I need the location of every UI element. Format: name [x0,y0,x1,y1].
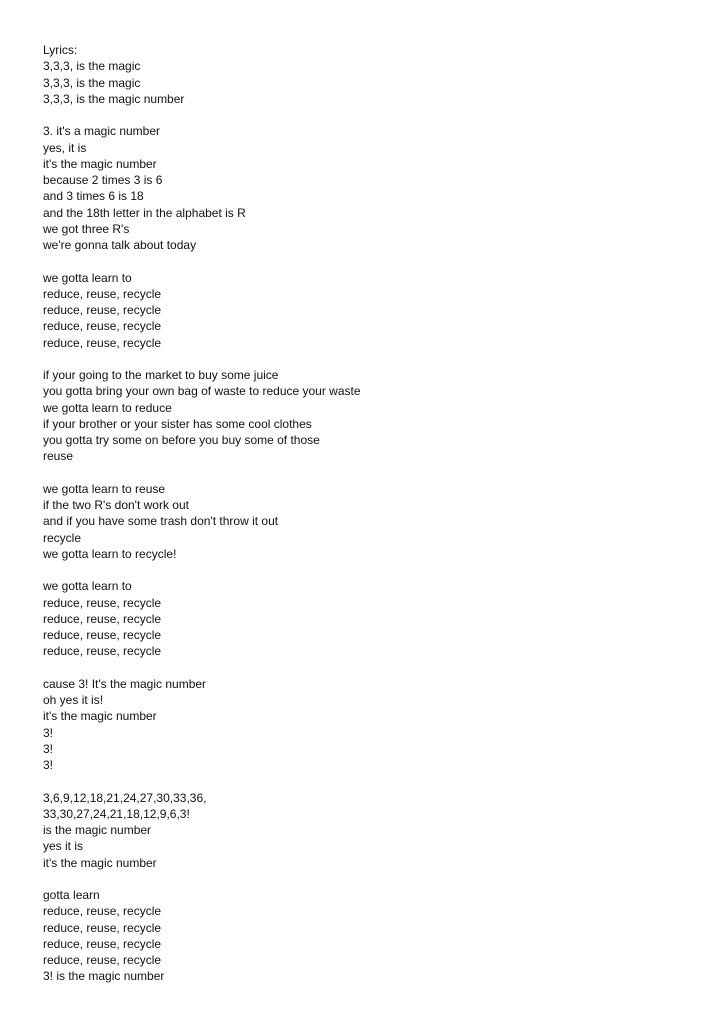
text-line: and 3 times 6 is 18 [43,189,144,204]
text-line: and if you have some trash don't throw it out [43,514,279,529]
stanza-gap [43,351,703,367]
text-line: 3! [43,758,54,772]
text-line: we gotta learn to [43,579,132,594]
text-line: it's the magic number [43,855,157,870]
text-line: and the 18th letter in the alphabet is R [43,205,246,220]
text-line: we're gonna talk about today [43,238,197,252]
text-line: we gotta learn to [43,270,132,285]
text-line: oh yes it is! [43,693,104,707]
text-line: if your brother or your sister has some cool clothes [43,416,312,431]
text-line: 33,30,27,24,21,18,12,9,6,3! [43,806,190,821]
text-line: 3. it's a magic number [43,124,161,139]
text-line: yes it is [43,839,84,854]
text-line: we got three R's [43,221,130,236]
text-line: yes, it is [43,140,87,155]
text-line: reduce, reuse, recycle [43,628,162,642]
text-line: 3,3,3, is the magic [43,75,141,90]
text-line: reduce, reuse, recycle [43,953,162,967]
text-line: 3! [43,741,54,756]
text-line: 3! [43,725,54,740]
text-line: reduce, reuse, recycle [43,936,162,951]
text-line: recycle [43,530,82,545]
text-line: reduce, reuse, recycle [43,319,162,334]
text-line: reduce, reuse, recycle [43,595,162,610]
text-line: reduce, reuse, recycle [43,644,162,659]
text-line: because 2 times 3 is 6 [43,173,163,187]
stanza-gap [43,107,703,123]
text-line: 3,6,9,12,18,21,24,27,30,33,36, [43,790,207,805]
stanza-gap [43,253,703,269]
stanza-gap [43,660,703,676]
text-line: 3,3,3, is the magic [43,59,141,74]
text-line: you gotta bring your own bag of waste to reduce your waste [43,384,361,399]
text-line: reuse [43,449,74,464]
stanza-gap [43,773,703,789]
text-line: 3,3,3, is the magic number [43,91,185,106]
text-line: reduce, reuse, recycle [43,611,162,626]
lyrics-document [43,42,703,985]
text-line: is the magic number [43,823,152,837]
text-line: you gotta try some on before you buy some of those [43,433,320,447]
text-line: we gotta learn to reduce [43,400,172,415]
stanza-gap [43,562,703,578]
text-line: gotta learn [43,888,100,902]
text-line: cause 3! It's the magic number [43,676,207,691]
text-line: reduce, reuse, recycle [43,286,162,301]
stanza-gap [43,871,703,887]
text-line: reduce, reuse, recycle [43,920,162,935]
text-line: 3! is the magic number [43,969,165,984]
text-line: it's the magic number [43,156,157,171]
text-line: we gotta learn to reuse [43,481,166,496]
text-line: we gotta learn to recycle! [43,546,177,561]
text-line: reduce, reuse, recycle [43,303,162,317]
text-line: it's the magic number [43,709,157,724]
text-line: Lyrics: [43,43,78,57]
text-line: if your going to the market to buy some juice [43,368,279,382]
text-line: if the two R's don't work out [43,498,189,512]
text-line: reduce, reuse, recycle [43,335,162,350]
stanza-gap [43,465,703,481]
text-line: reduce, reuse, recycle [43,904,162,919]
